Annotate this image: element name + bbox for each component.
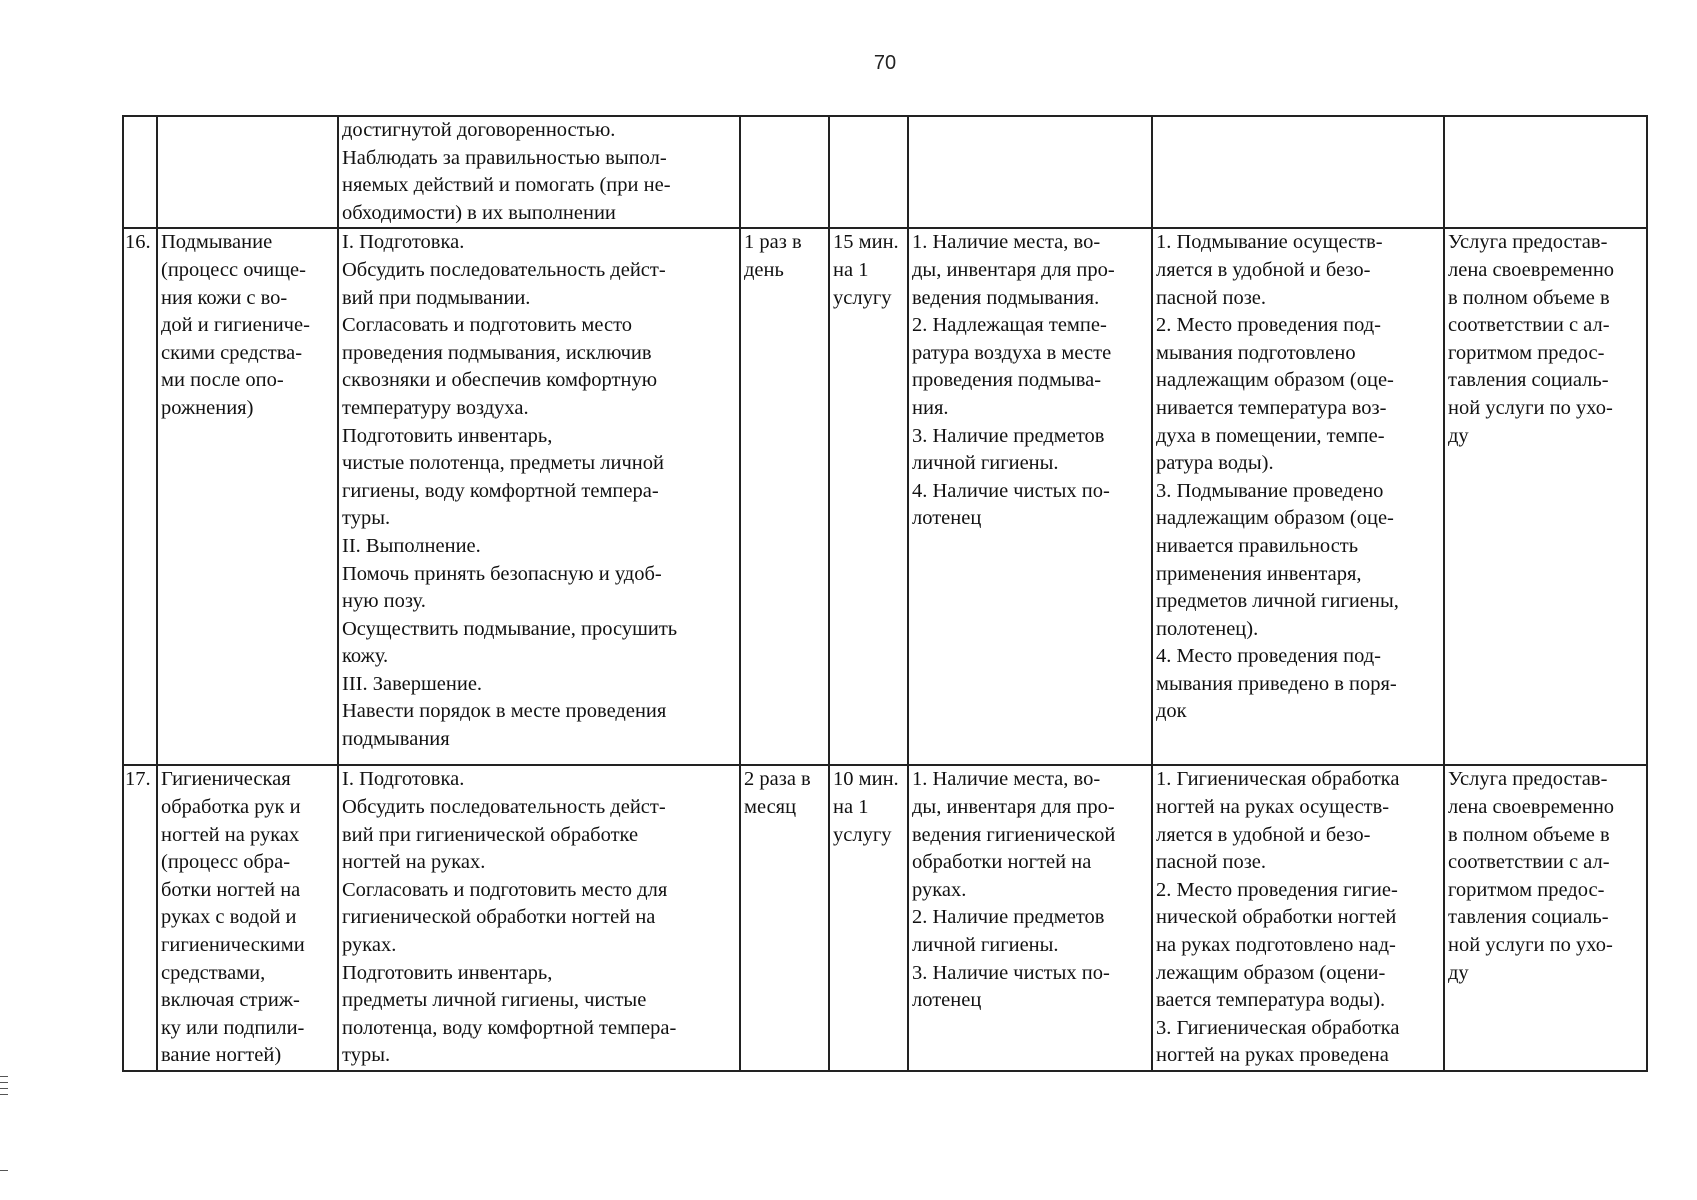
service-duration [829,116,908,228]
service-description: I. Подготовка. Обсудить последовательность дейст- вий при подмывании. Согласовать и подготовить место проведения подмывания, исключив сквозняки и обеспечив комфортную температуру воздуха. Подготовить инвентарь, чистые полотенца, предметы личной гигиены, воду комфортной темпера- туры. II. Выполнение. Помочь принять безопасную и удоб- ную позу. Осуществить подмывание, просушить кожу. III. Завершение. Навести порядок в месте проведения подмывания [338,228,740,765]
service-evaluation: Услуга предостав- лена своевременно в полном объеме в соответствии с ал- горитмом предос- тавления социаль- ной услуги по ухо- ду [1444,228,1647,765]
service-name: Гигиеническая обработка рук и ногтей на руках (процесс обра- ботки ногтей на руках с водой и гигиеническими средствами, включая стриж- ку или подпили- вание ногтей) [157,765,338,1071]
service-description: I. Подготовка. Обсудить последовательность дейст- вий при гигиенической обработке ногтей на руках. Согласовать и подготовить место для гигиенической обработки ногтей на руках. Подготовить инвентарь, предметы личной гигиены, чистые полотенца, воду комфортной темпера- туры. [338,765,740,1071]
scan-edge-mark [0,1076,8,1077]
service-name: Подмывание (процесс очище- ния кожи с во- дой и гигиениче- скими средства- ми после опо- рожнения) [157,228,338,765]
table-row [123,228,1647,765]
scan-edge-mark [0,1082,8,1083]
service-name [157,116,338,228]
page-number: 70 [873,52,897,74]
service-frequency: 2 раза в месяц [740,765,829,1071]
row-number: 16. [123,228,157,765]
scan-edge-mark [0,1094,8,1095]
service-frequency [740,116,829,228]
service-duration: 15 мин. на 1 услугу [829,228,908,765]
row-number: 17. [123,765,157,1071]
service-evaluation [1444,116,1647,228]
scan-edge-mark [0,1170,8,1171]
table-row [123,765,1647,1071]
service-indicators [908,116,1152,228]
service-evaluation: Услуга предостав- лена своевременно в полном объеме в соответствии с ал- горитмом предос- тавления социаль- ной услуги по ухо- ду [1444,765,1647,1071]
service-quality: 1. Гигиеническая обработка ногтей на руках осуществ- ляется в удобной и безо- пасной позе. 2. Место проведения гигие- нической обработки ногтей на руках подготовлено над- лежащим образом (оцени- вается температура воды). 3. Гигиеническая обработка ногтей на руках проведена [1152,765,1444,1071]
service-duration: 10 мин. на 1 услугу [829,765,908,1071]
service-quality [1152,116,1444,228]
service-description: достигнутой договоренностью. Наблюдать за правильностью выпол- няемых действий и помогать (при не- обходимости) в их выполнении [338,116,740,228]
service-indicators: 1. Наличие места, во- ды, инвентаря для про- ведения подмывания. 2. Надлежащая темпе- ратура воздуха в месте проведения подмыва- ния. 3. Наличие предметов личной гигиены. 4. Наличие чистых по- лотенец [908,228,1152,765]
service-quality: 1. Подмывание осуществ- ляется в удобной и безо- пасной позе. 2. Место проведения под- мывания подготовлено надлежащим образом (оце- нивается температура воз- духа в помещении, темпе- ратура воды). 3. Подмывание проведено надлежащим образом (оце- нивается правильность применения инвентаря, предметов личной гигиены, полотенец). 4. Место проведения под- мывания приведено в поря- док [1152,228,1444,765]
row-number [123,116,157,228]
service-indicators: 1. Наличие места, во- ды, инвентаря для про- ведения гигиенической обработки ногтей на руках. 2. Наличие предметов личной гигиены. 3. Наличие чистых по- лотенец [908,765,1152,1071]
scan-edge-mark [0,1088,8,1089]
service-frequency: 1 раз в день [740,228,829,765]
services-table [122,115,1648,1072]
table-row [123,116,1647,228]
